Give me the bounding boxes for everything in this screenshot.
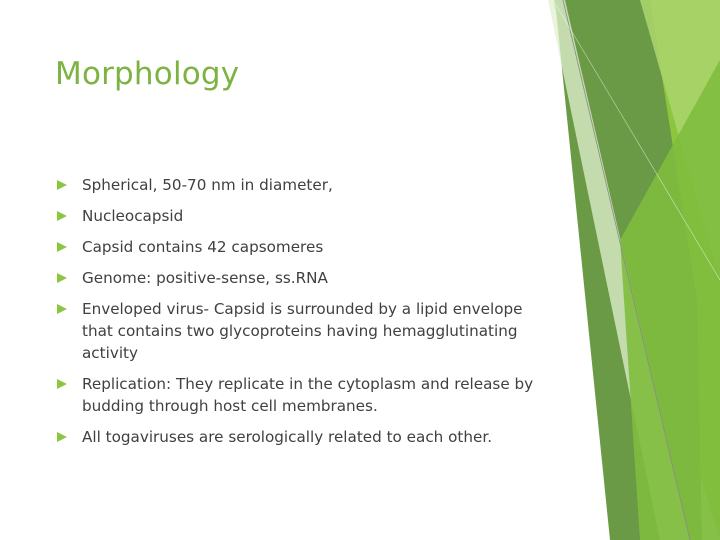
bullet-item bbox=[55, 426, 555, 448]
bullet-text: All togaviruses are serologically related to each other. bbox=[82, 428, 493, 446]
triangle-right-icon bbox=[57, 211, 67, 221]
bullet-item bbox=[55, 298, 555, 364]
bullet-text: Nucleocapsid bbox=[82, 207, 184, 225]
bullet-item bbox=[55, 205, 555, 227]
bullet-list bbox=[55, 174, 555, 457]
triangle-right-icon bbox=[57, 242, 67, 252]
bullet-item bbox=[55, 267, 555, 289]
bullet-text: Replication: They replicate in the cytoplasm and release by budding through host cell membranes. bbox=[82, 375, 534, 415]
bullet-text: Genome: positive-sense, ss.RNA bbox=[82, 269, 328, 287]
triangle-right-icon bbox=[57, 304, 67, 314]
triangle-right-icon bbox=[57, 180, 67, 190]
triangle-right-icon bbox=[57, 273, 67, 283]
slide-title: Morphology bbox=[55, 56, 240, 92]
bullet-item bbox=[55, 174, 555, 196]
triangle-right-icon bbox=[57, 379, 67, 389]
bullet-text: Capsid contains 42 capsomeres bbox=[82, 238, 324, 256]
bullet-item bbox=[55, 373, 555, 417]
bullet-text: Spherical, 50-70 nm in diameter, bbox=[82, 176, 333, 194]
bullet-item bbox=[55, 236, 555, 258]
triangle-right-icon bbox=[57, 432, 67, 442]
bullet-text: Enveloped virus- Capsid is surrounded by a lipid envelope that contains two glycoproteins having hemagglutinating activity bbox=[82, 300, 523, 362]
